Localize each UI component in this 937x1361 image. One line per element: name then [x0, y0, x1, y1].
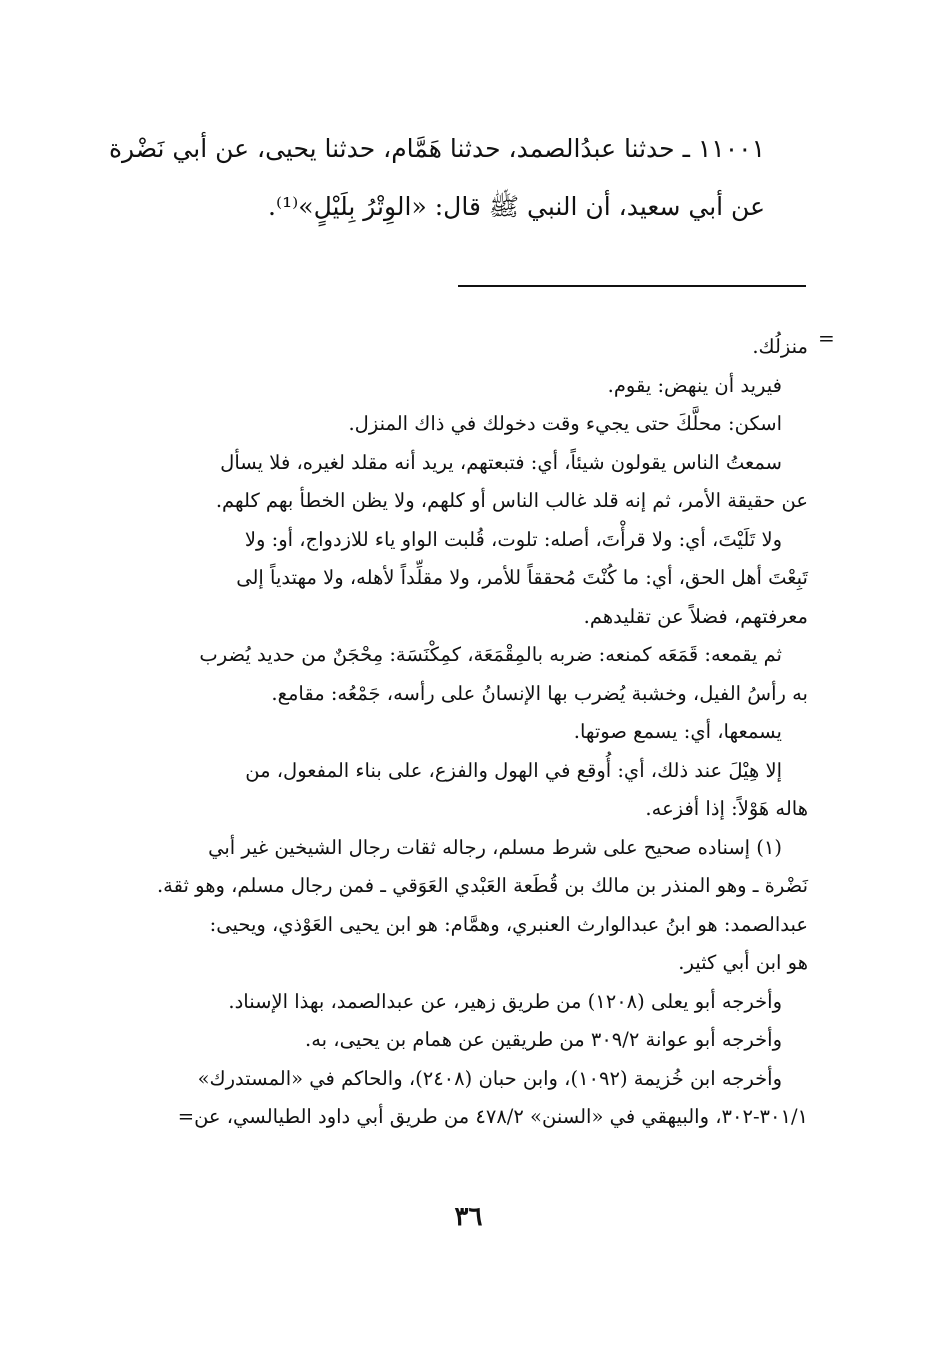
note-line: هو ابن أبي كثير. [678, 951, 808, 974]
note-line: منزلُك. [752, 335, 808, 358]
page-number: ٣٦ [454, 1202, 483, 1232]
footnote-1 [108, 829, 808, 983]
note-line: به رأسُ الفيل، وخشبة يُضرب بها الإنسانُ على رأسه، جَمْعُه: مقامع. [271, 681, 808, 705]
note-paragraph [108, 521, 808, 637]
note-line: معرفتهم، فضلاً عن تقليدهم. [583, 604, 808, 628]
note-line: ثم يقمعه: قَمَعَه كمنعه: ضربه بالمِقْمَعَة، كمِكْنَسَة: مِحْجَنٌ من حديد يُضرب [199, 643, 782, 666]
note-line: ٣٠١/١-٣٠٢، والبيهقي في «السنن» ٤٧٨/٢ من طريق أبي داود الطيالسي، عن= [177, 1105, 808, 1128]
note-line: فيريد أن ينهض: يقوم. [607, 373, 782, 397]
note-line: عبدالصمد: هو ابنُ عبدالوارث العنبري، وهمَّام: هو ابن يحيى العَوْذي، ويحيى: [209, 912, 808, 936]
note-line: نَضْرة ـ وهو المنذر بن مالك بن قُطَعة العَبْدي العَوَقي ـ فمن رجال مسلم، وهو ثقة. [156, 874, 808, 897]
continuation-mark: = [818, 326, 835, 350]
note-line: هاله هَوْلاً: إذا أفزعه. [645, 797, 808, 820]
note-paragraph [108, 636, 808, 713]
note-paragraph [108, 1060, 808, 1137]
note-line: إلا هِيْلَ عند ذلك، أي: أُوقع في الهول والفزع، على بناء المفعول، من [245, 758, 782, 782]
note-line: (١) إسناده صحيح على شرط مسلم، رجاله ثقات رجال الشيخين غير أبي [208, 835, 782, 859]
note-line: سمعتُ الناس يقولون شيئاً، أي: فتبعتهم، يريد أنه مقلد لغيره، فلا يسأل [220, 450, 782, 474]
note-line: ولا تَلَيْتَ، أي: ولا قرأْتَ، أصله: تلوت، قُلبت الواو ياء للازدواج، أو: ولا [244, 527, 782, 551]
note-paragraph [108, 752, 808, 829]
note-line: عن حقيقة الأمر، ثم إنه قلد غالب الناس أو كلهم، ولا يظن الخطأ بهم كلهم. [215, 489, 808, 512]
note-paragraph [108, 713, 808, 752]
note-paragraph [108, 328, 808, 367]
note-line: اسكن: محلَّكَ حتى يجيء وقت دخولك في ذاك المنزل. [348, 412, 782, 435]
note-paragraph [108, 444, 808, 521]
note-paragraph [108, 1021, 808, 1060]
hadith-line-1: ١١٠٠١ ـ حدثنا عبدُالصمد، حدثنا هَمَّام، حدثنا يحيى، عن أبي نَضْرة [108, 134, 765, 163]
note-line: وأخرجه ابن خُزيمة (١٠٩٢)، وابن حبان (٢٤٠٨)، والحاكم في «المستدرك» [197, 1066, 782, 1090]
note-paragraph [108, 367, 808, 406]
hadith-text [110, 120, 765, 236]
hadith-line-2: عن أبي سعيد، أن النبي ﷺ قال: «الوِتْرُ بِلَيْلٍ»⁽¹⁾. [268, 192, 765, 221]
note-paragraph [108, 983, 808, 1022]
note-line: تَبِعْتَ أهل الحق، أي: ما كُنْتَ مُحققاً للأمر، ولا مقلِّداً لأهله، ولا مهتدياً إلى [236, 566, 808, 589]
note-paragraph [108, 405, 808, 444]
note-line: وأخرجه أبو عوانة ٣٠٩/٢ من طريقين عن همام بن يحيى، به. [305, 1028, 782, 1051]
note-line: يسمعها، أي: يسمع صوتها. [573, 720, 782, 743]
footnote-separator [458, 285, 806, 287]
note-line: وأخرجه أبو يعلى (١٢٠٨) من طريق زهير، عن عبدالصمد، بهذا الإسناد. [228, 989, 782, 1013]
footnotes [108, 328, 808, 1137]
